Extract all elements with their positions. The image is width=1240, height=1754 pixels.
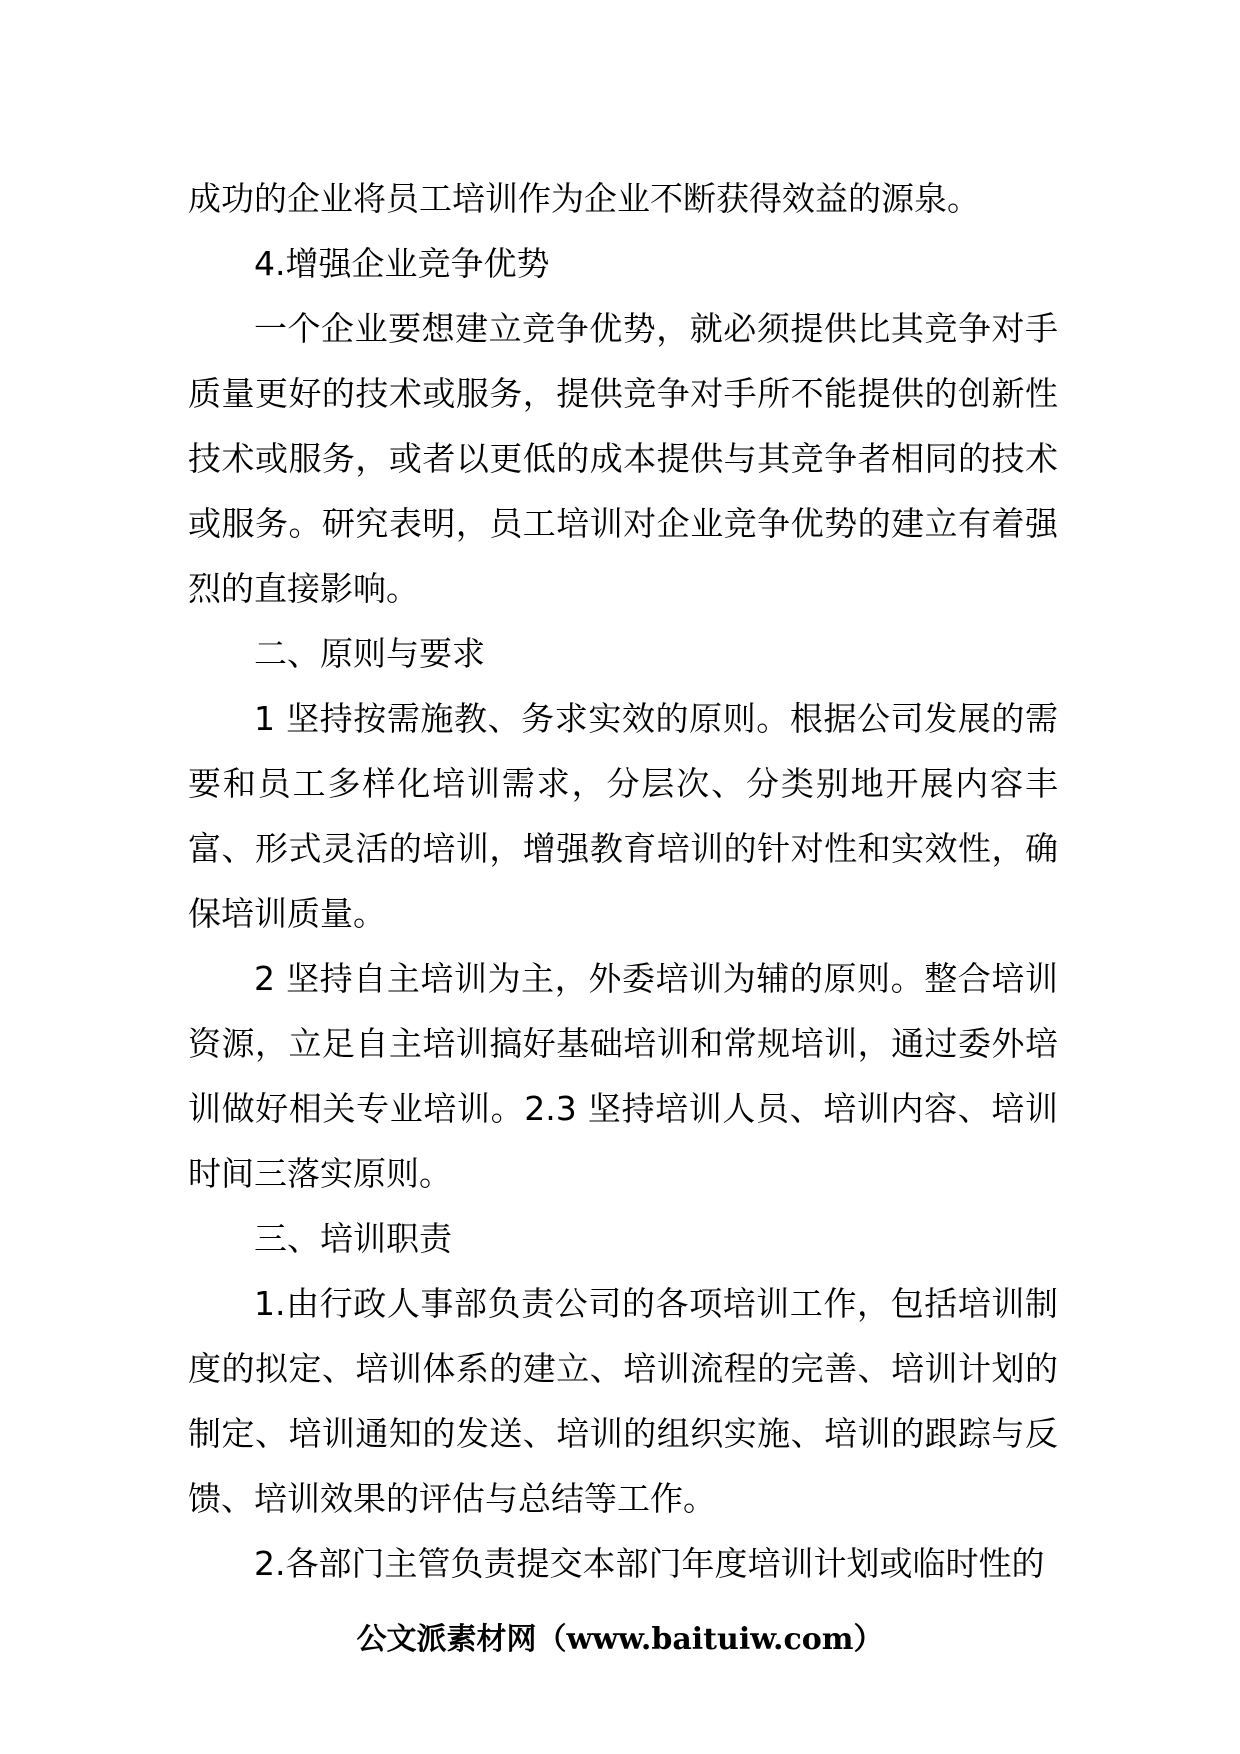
- paragraph-principle-2: 2 坚持自主培训为主，外委培训为辅的原则。整合培训资源，立足自主培训搞好基础培训和常规培训，通过委外培训做好相关专业培训。2.3 坚持培训人员、培训内容、培训时间三落实原则。: [188, 959, 1058, 1193]
- section-heading-responsibilities: 三、培训职责: [254, 1219, 452, 1258]
- section-heading-principles: 二、原则与要求: [254, 634, 485, 673]
- paragraph-principle-1: 1 坚持按需施教、务求实效的原则。根据公司发展的需要和员工多样化培训需求，分层次、分类别地开展内容丰富、形式灵活的培训，增强教育培训的针对性和实效性，确保培训质量。: [188, 699, 1058, 933]
- paragraph-continuation: 成功的企业将员工培训作为企业不断获得效益的源泉。: [188, 179, 980, 218]
- page-footer: 公文派素材网（www.baituiw.com）: [356, 1622, 884, 1657]
- paragraph-responsibility-2: 2.各部门主管负责提交本部门年度培训计划或临时性的: [254, 1544, 1045, 1583]
- paragraph-responsibility-1: 1.由行政人事部负责公司的各项培训工作，包括培训制度的拟定、培训体系的建立、培训流程的完善、培训计划的制定、培训通知的发送、培训的组织实施、培训的跟踪与反馈、培训效果的评估与总结等工作。: [188, 1284, 1058, 1518]
- paragraph-competitive-advantage: 一个企业要想建立竞争优势，就必须提供比其竞争对手质量更好的技术或服务，提供竞争对手所不能提供的创新性技术或服务，或者以更低的成本提供与其竞争者相同的技术或服务。研究表明，员工培训对企业竞争优势的建立有着强烈的直接影响。: [188, 309, 1058, 608]
- document-body: [188, 166, 1058, 1596]
- section-heading-competitive-advantage: 4.增强企业竞争优势: [254, 244, 550, 283]
